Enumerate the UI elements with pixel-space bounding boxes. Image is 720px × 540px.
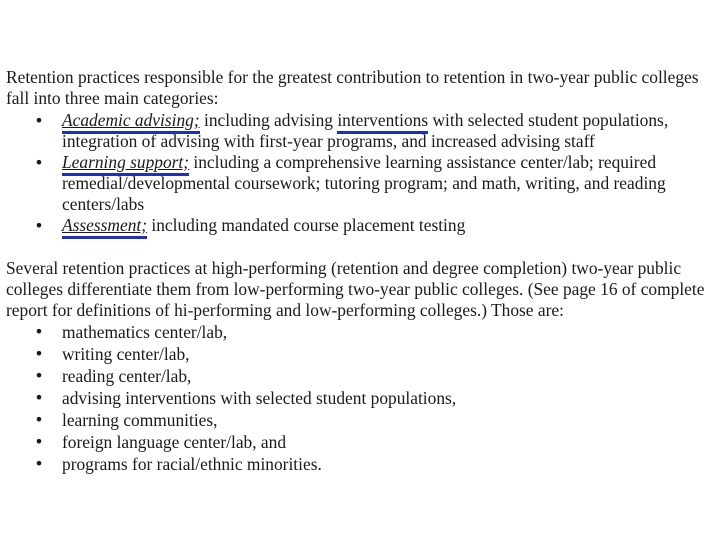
- list-item-text: programs for racial/ethnic minorities.: [62, 454, 322, 474]
- bullet-icon: •: [34, 410, 44, 429]
- practices-list: [6, 321, 706, 475]
- category-item-academic-advising: [6, 110, 706, 152]
- list-item: [6, 453, 706, 475]
- category-term: Learning support;: [62, 152, 189, 176]
- category-term: Assessment;: [62, 215, 147, 239]
- bullet-icon: •: [34, 366, 44, 385]
- category-text: including a comprehensive learning assistance center/lab; required remedial/developmental coursework; tutoring program; and math, writing, and reading centers/labs: [62, 152, 666, 214]
- list-item-text: reading center/lab,: [62, 366, 192, 386]
- list-item: [6, 343, 706, 365]
- list-item: [6, 365, 706, 387]
- list-item: [6, 387, 706, 409]
- bullet-icon: •: [34, 153, 44, 172]
- list-item-text: learning communities,: [62, 410, 218, 430]
- bullet-icon: •: [34, 454, 44, 473]
- list-item-text: writing center/lab,: [62, 344, 190, 364]
- category-list: [6, 110, 706, 236]
- list-item: [6, 409, 706, 431]
- category-term: Academic advising;: [62, 110, 200, 134]
- list-item-text: mathematics center/lab,: [62, 322, 228, 342]
- category-text: with selected student populations, integration of advising with first-year programs, and increased advising staff: [62, 110, 669, 151]
- category-text: including advising: [199, 110, 338, 130]
- list-item-text: foreign language center/lab, and: [62, 432, 287, 452]
- category-item-learning-support: [6, 152, 706, 215]
- list-item-text: advising interventions with selected student populations,: [62, 388, 457, 408]
- intro-paragraph: Retention practices responsible for the greatest contribution to retention in two-year public colleges fall into three main categories:: [6, 67, 699, 108]
- bullet-icon: •: [34, 344, 44, 363]
- list-item: [6, 321, 706, 343]
- list-item: [6, 431, 706, 453]
- bullet-icon: •: [34, 432, 44, 451]
- category-text: including mandated course placement testing: [147, 215, 466, 235]
- category-item-assessment: [6, 215, 706, 236]
- bullet-icon: •: [34, 322, 44, 341]
- second-paragraph: Several retention practices at high-performing (retention and degree completion) two-year public colleges differentiate them from low-performing two-year public colleges. (See page 16 of complete report for definitions of hi-performing and low-performing colleges.) Those are:: [6, 258, 705, 320]
- highlighted-word: interventions: [337, 110, 428, 134]
- bullet-icon: •: [34, 216, 44, 235]
- bullet-icon: •: [34, 388, 44, 407]
- bullet-icon: •: [34, 111, 44, 130]
